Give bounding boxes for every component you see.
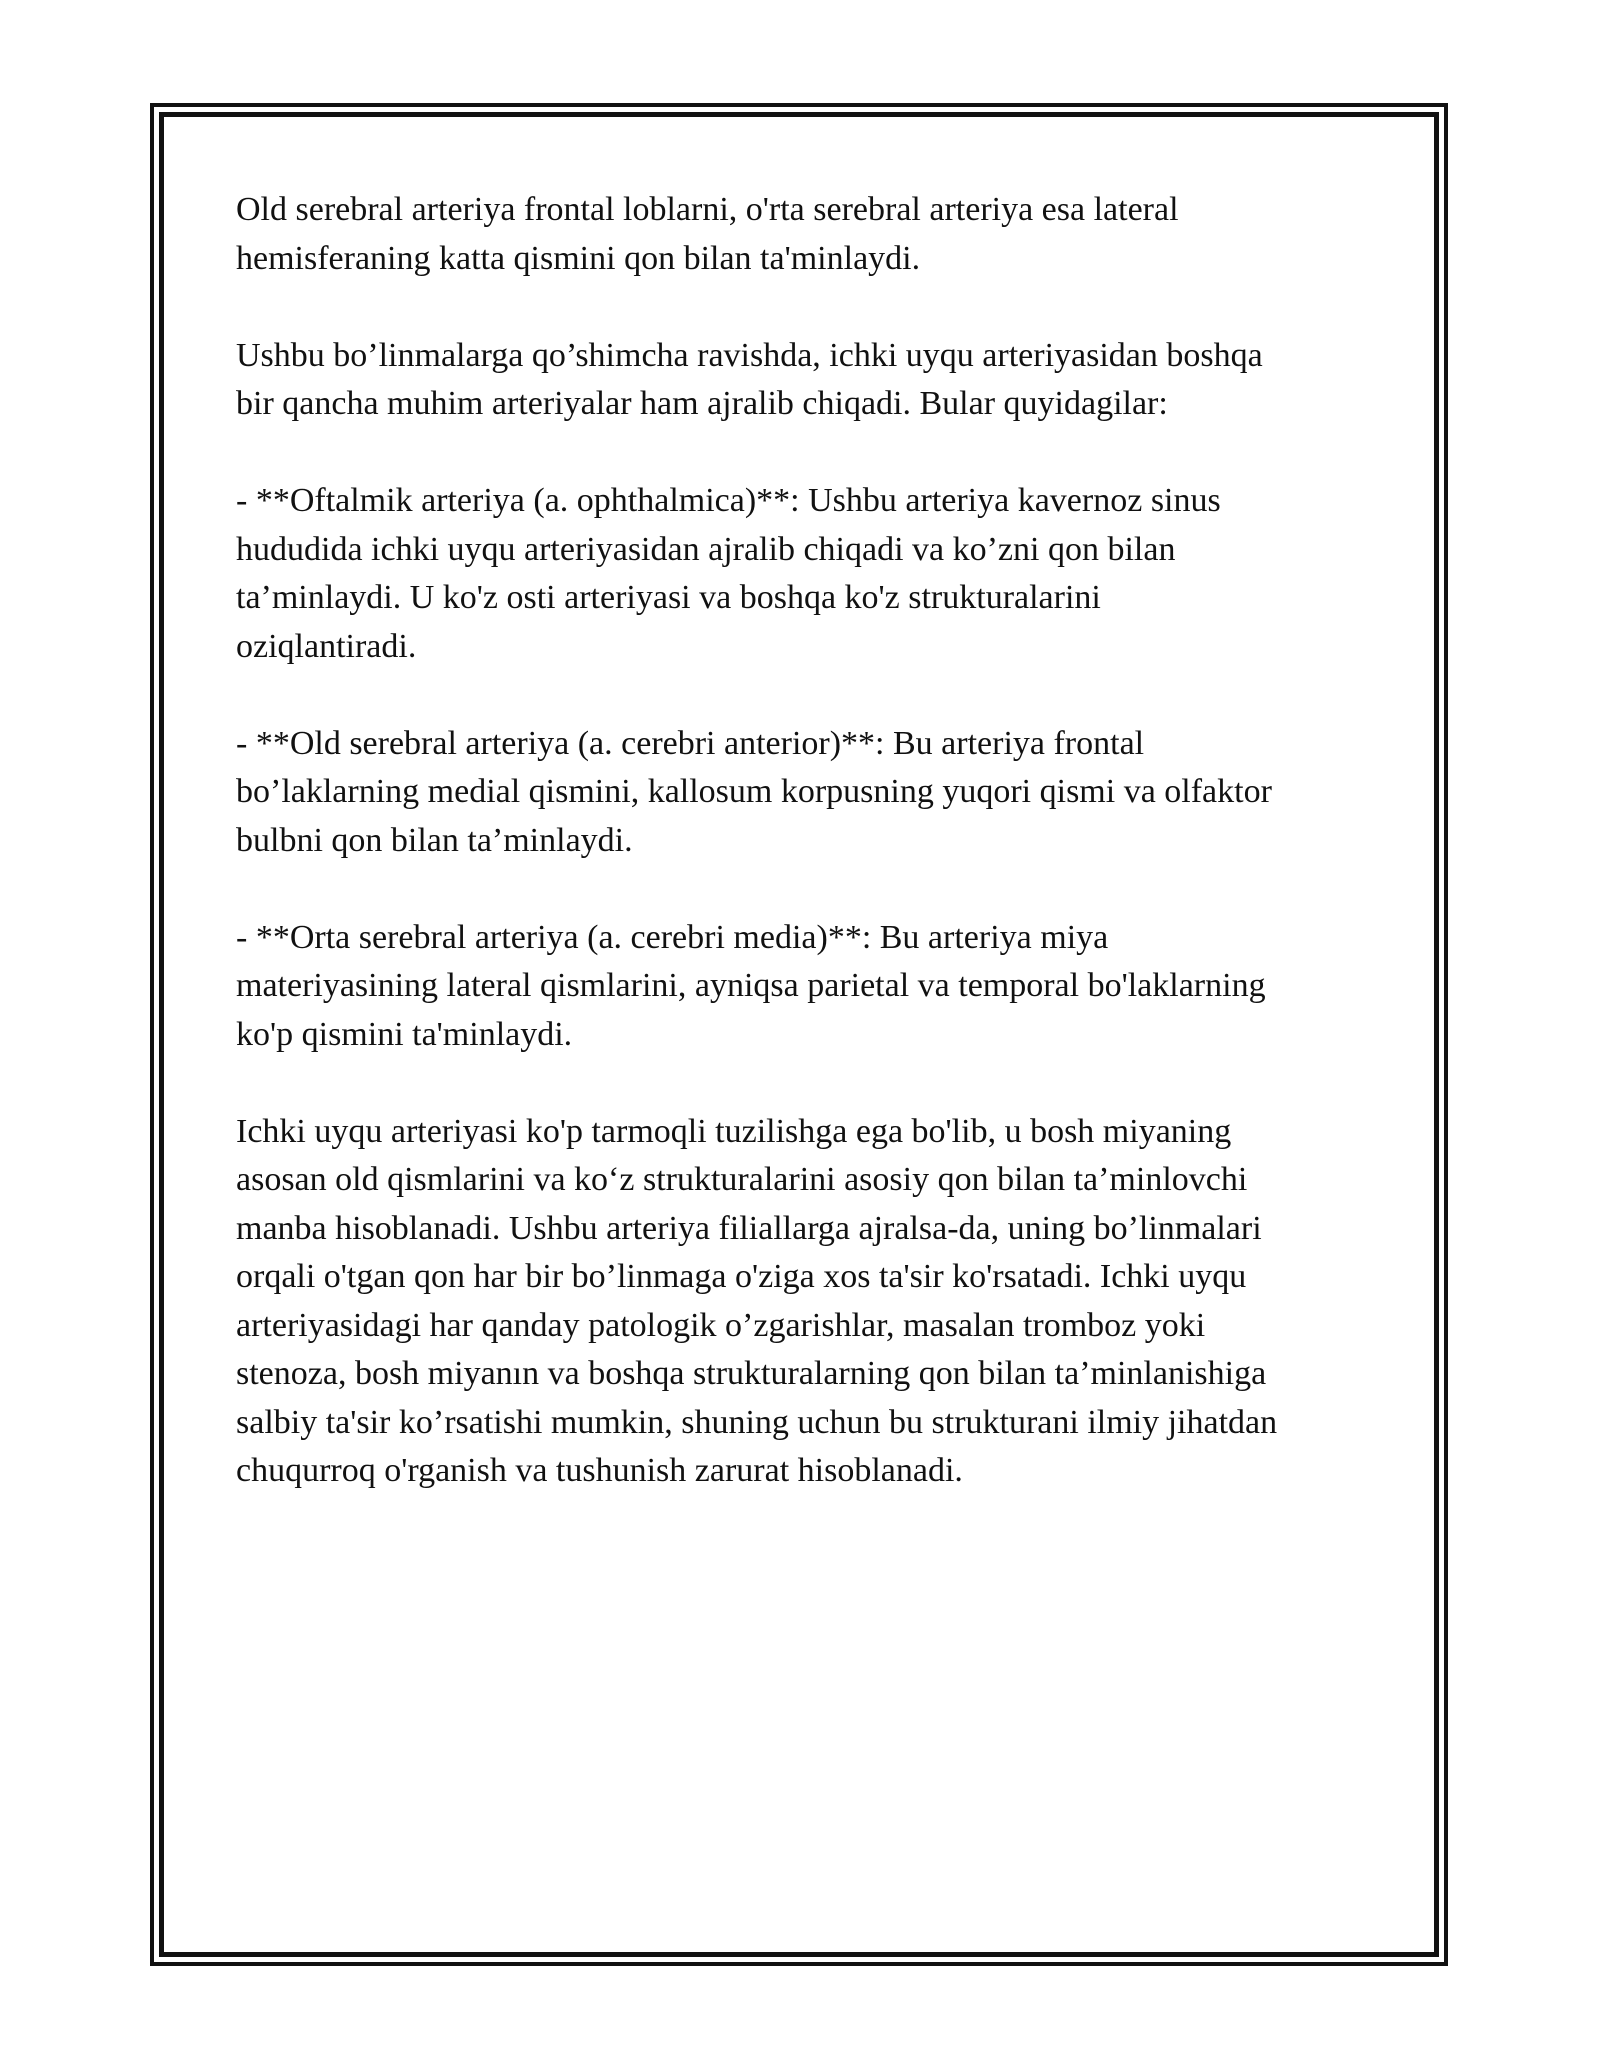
text-line: stenoza, bosh miyanın va boshqa strukturalarning qon bilan ta’minlanishiga (236, 1355, 1267, 1392)
text-line: hududida ichki uyqu arteriyasidan ajralib chiqadi va ko’zni qon bilan (236, 530, 1176, 568)
paragraph-intro (236, 186, 1366, 283)
list-item-middle-cerebral-artery (236, 914, 1366, 1060)
text-line: - **Orta serebral arteriya (a. cerebri media)**: Bu arteriya miya (236, 918, 1109, 956)
text-line: hemisferaning katta qismini qon bilan ta'minlaydi. (236, 239, 921, 277)
list-item-anterior-cerebral-artery (236, 720, 1366, 866)
text-line: bir qancha muhim arteriyalar ham ajralib chiqadi. Bular quyidagilar: (236, 385, 1168, 422)
text-line: ko'p qismini ta'minlaydi. (236, 1015, 573, 1053)
text-line: materiyasining lateral qismlarini, ayniqsa parietal va temporal bo'laklarning (236, 967, 1266, 1004)
text-line: Ichki uyqu arteriyasi ko'p tarmoqli tuzilishga ega bo'lib, u bosh miyaning (236, 1112, 1232, 1150)
text-line: salbiy ta'sir ko’rsatishi mumkin, shuning uchun bu strukturani ilmiy jihatdan (236, 1403, 1278, 1441)
text-line: orqali o'tgan qon har bir bo’linmaga o'ziga xos ta'sir ko'rsatadi. Ichki uyqu (236, 1258, 1247, 1295)
text-line: - **Old serebral arteriya (a. cerebri anterior)**: Bu arteriya frontal (236, 724, 1145, 762)
paragraph-conclusion (236, 1108, 1366, 1496)
text-line: asosan old qismlarini va ko‘z strukturalarini asosiy qon bilan ta’minlovchi (236, 1161, 1248, 1198)
text-line: bulbni qon bilan ta’minlaydi. (236, 821, 633, 859)
text-line: Ushbu bo’linmalarga qo’shimcha ravishda, ichki uyqu arteriyasidan boshqa (236, 336, 1263, 374)
text-line: - **Oftalmik arteriya (a. ophthalmica)**: Ushbu arteriya kavernoz sinus (236, 482, 1221, 519)
text-line: Old serebral arteriya frontal loblarni, o'rta serebral arteriya esa lateral (236, 191, 1179, 228)
text-line: ta’minlaydi. U ko'z osti arteriyasi va boshqa ko'z strukturalarini (236, 579, 1101, 616)
text-line: oziqlantiradi. (236, 627, 417, 665)
text-line: manba hisoblanadi. Ushbu arteriya filiallarga ajralsa-da, uning bo’linmalari (236, 1209, 1262, 1247)
text-line: bo’laklarning medial qismini, kallosum korpusning yuqori qismi va olfaktor (236, 773, 1272, 810)
document-body (236, 186, 1366, 1544)
text-line: chuqurroq o'rganish va tushunish zarurat hisoblanadi. (236, 1452, 963, 1489)
paragraph-branches-intro (236, 332, 1366, 429)
text-line: arteriyasidagi har qanday patologik o’zgarishlar, masalan tromboz yoki (236, 1306, 1206, 1344)
list-item-ophthalmic-artery (236, 477, 1366, 671)
